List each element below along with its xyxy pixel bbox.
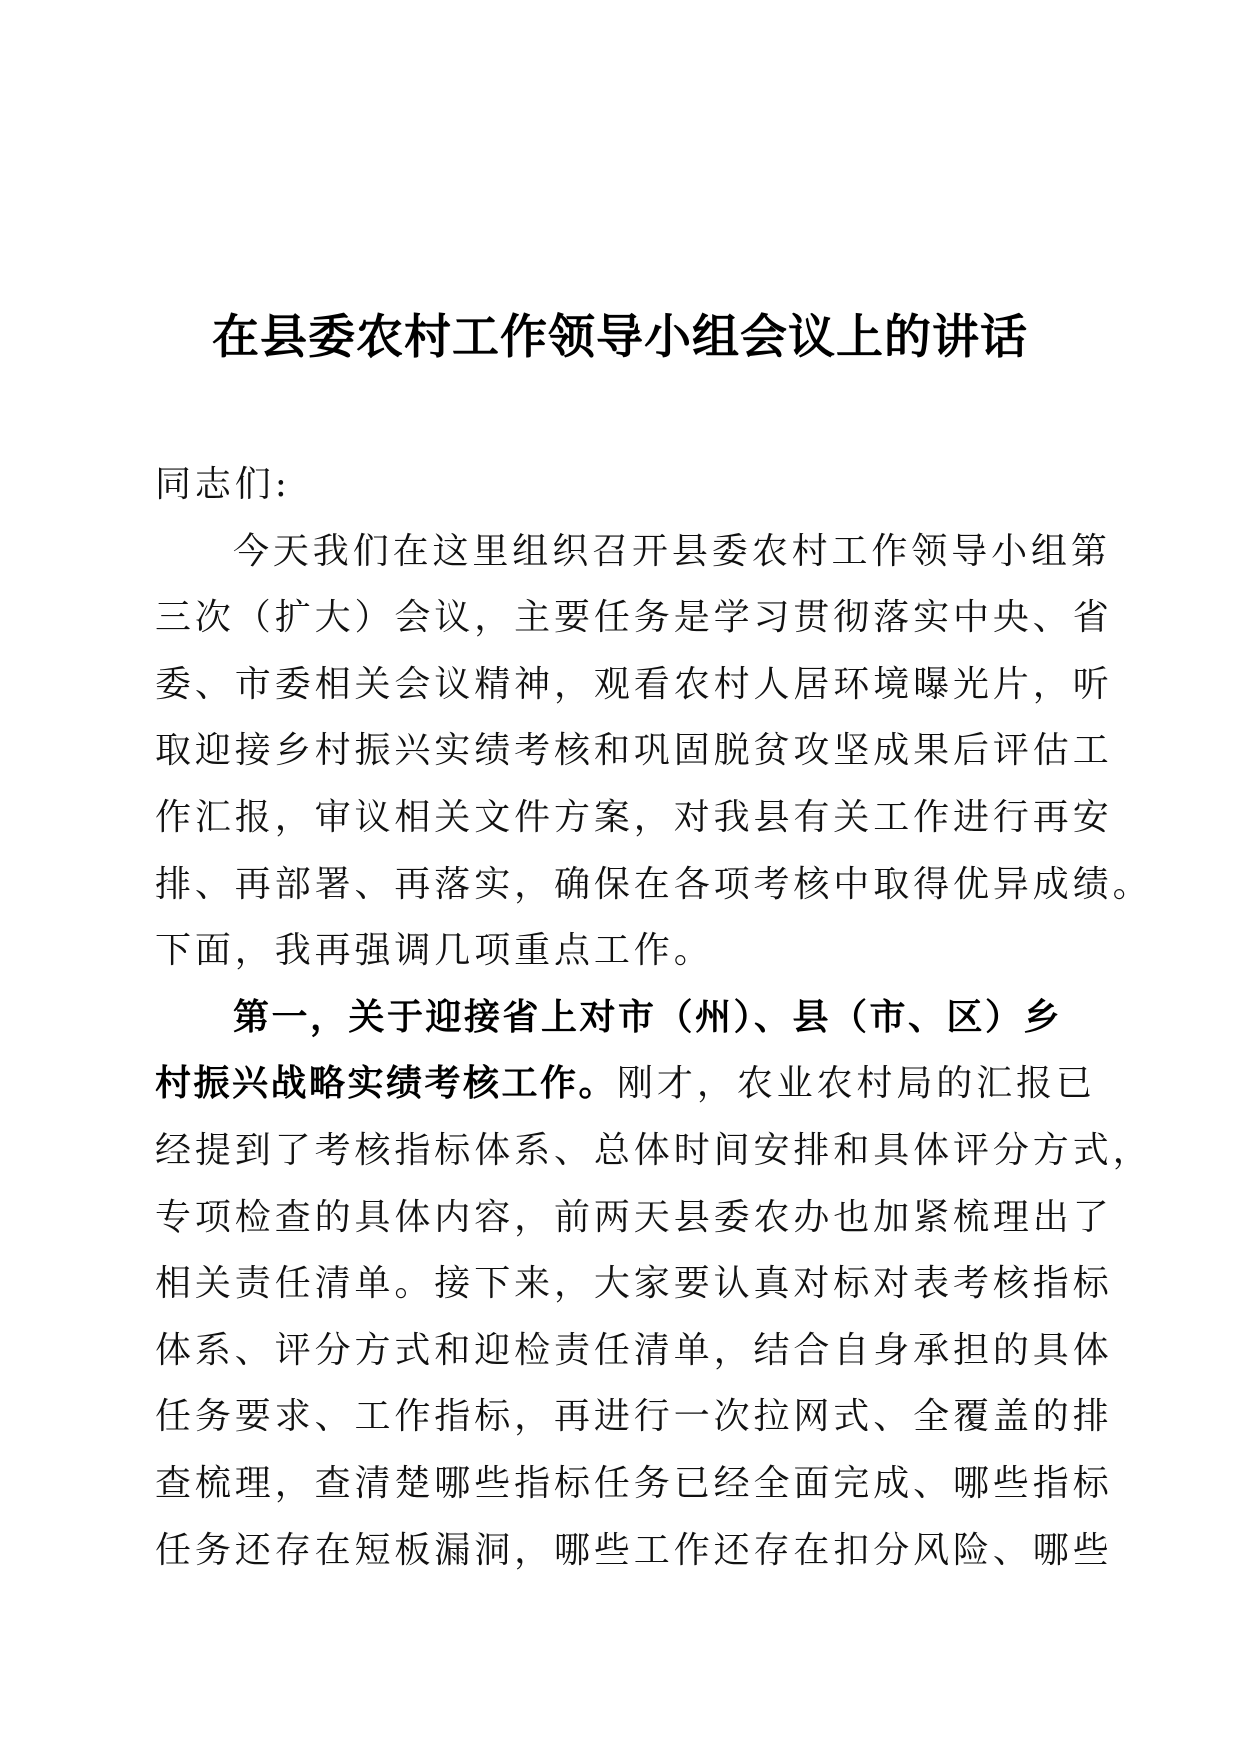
section1-line: 任务要求、工作指标，再进行一次拉网式、全覆盖的排 (155, 1396, 1113, 1438)
document-title: 在县委农村工作领导小组会议上的讲话 (212, 310, 1028, 365)
section1-line (155, 1051, 1096, 1118)
section1-text: 刚才，农业农村局的汇报已 (617, 1063, 1096, 1105)
section1-heading-text: 村振兴战略实绩考核工作。 (155, 1063, 618, 1105)
section1-line: 经提到了考核指标体系、总体时间安排和具体评分方式， (155, 1129, 1153, 1171)
section1-line: 查梳理，查清楚哪些指标任务已经全面完成、哪些指标 (155, 1462, 1113, 1504)
paragraph1-line: 今天我们在这里组织召开县委农村工作领导小组第 (233, 530, 1111, 572)
section1-heading-text: 第一，关于迎接省上对市（州）、县（市、区）乡 (233, 996, 1063, 1038)
paragraph1-line: 委、市委相关会议精神，观看农村人居环境曝光片，听 (155, 663, 1113, 705)
section1-line: 相关责任清单。接下来，大家要认真对标对表考核指标 (155, 1263, 1113, 1305)
paragraph1-line: 三次（扩大）会议，主要任务是学习贯彻落实中央、省 (155, 597, 1113, 639)
section1-line: 任务还存在短板漏洞，哪些工作还存在扣分风险、哪些 (155, 1529, 1113, 1571)
document-body (155, 452, 1153, 1584)
salutation: 同志们: (155, 464, 291, 505)
section1-line: 专项检查的具体内容，前两天县委农办也加紧梳理出了 (155, 1196, 1113, 1238)
paragraph1-line: 排、再部署、再落实，确保在各项考核中取得优异成绩。 (155, 863, 1153, 905)
paragraph1-line: 取迎接乡村振兴实绩考核和巩固脱贫攻坚成果后评估工 (155, 730, 1113, 772)
section1-line: 体系、评分方式和迎检责任清单，结合自身承担的具体 (155, 1329, 1113, 1371)
paragraph1-line: 下面，我再强调几项重点工作。 (155, 930, 714, 972)
section1-heading-line (155, 985, 1085, 1052)
paragraph1-line: 作汇报，审议相关文件方案，对我县有关工作进行再安 (155, 796, 1113, 838)
